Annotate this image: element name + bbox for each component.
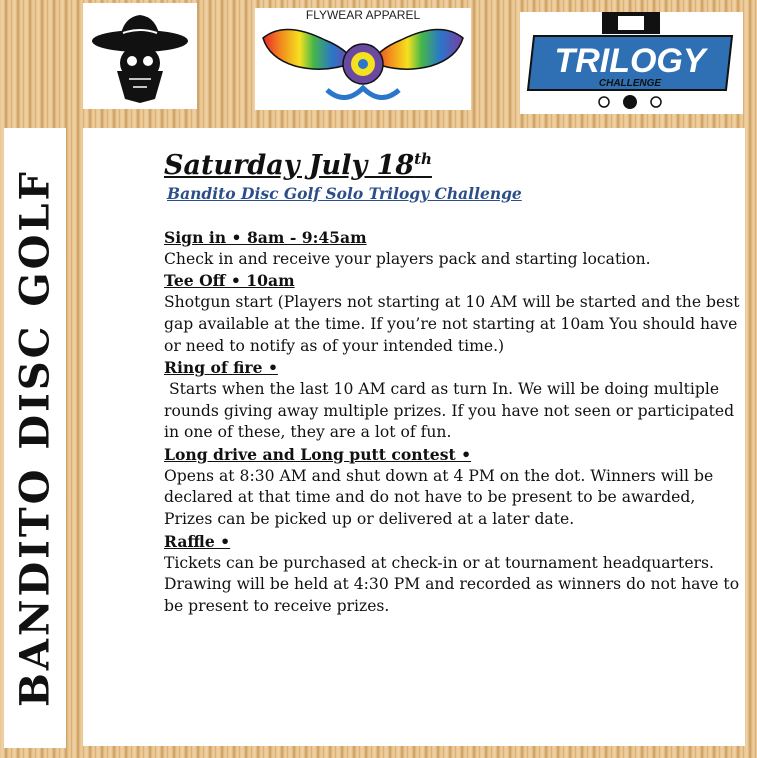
section-body-raffle: Tickets can be purchased at check-in or at tournament headquarters. Drawing will be held at 4:30 PM and recorded as winners do not have to be present to receive prizes. (164, 553, 740, 615)
section-heading-long-drive: Long drive and Long putt contest • (164, 445, 472, 465)
event-subtitle: Bandito Disc Golf Solo Trilogy Challenge (167, 184, 522, 203)
section-body-long-drive: Opens at 8:30 AM and shut down at 4 PM on the dot. Winners will be declared at that time and do not have to be present to be awarded, Prizes can be picked up or delivered at a later date. (164, 466, 714, 529)
winged-disc-icon (255, 18, 471, 110)
event-title (164, 142, 744, 183)
bandit-skull-logo (83, 3, 197, 109)
sombrero-skull-icon (83, 3, 197, 109)
flywear-brand-text: FLYWEAR APPAREL (305, 8, 421, 22)
section-heading-ring-of-fire: Ring of fire • (164, 358, 278, 378)
flywear-apparel-logo (255, 8, 471, 110)
section-heading-raffle: Raffle • (164, 531, 231, 551)
section-heading-sign-in: Sign in • 8am - 9:45am (164, 228, 367, 247)
event-title-text: Saturday July 18 (164, 150, 415, 181)
side-banner-text: BANDITO DISC GOLF (11, 169, 59, 707)
section-heading-tee-off: Tee Off • 10am (164, 271, 295, 291)
event-schedule-panel (83, 128, 745, 746)
event-title-suffix: th (414, 150, 432, 168)
trilogy-challenge-logo (520, 12, 743, 114)
side-banner (4, 128, 66, 748)
event-schedule-content (164, 142, 744, 618)
section-body-tee-off: Shotgun start (Players not starting at 10 AM will be started and the best gap available at the time. If you’re not starting at 10am You should have or need to notify as of your intended time.) (164, 293, 740, 355)
trilogy-tc-icon (520, 12, 743, 114)
trilogy-sub: CHALLENGE (598, 78, 662, 89)
trilogy-word: TRILOGY (554, 42, 706, 80)
section-body-ring-of-fire: Starts when the last 10 AM card as turn In. We will be doing multiple rounds giving away multiple prizes. If you have not seen or participated in one of these, they are a lot of fun. (164, 379, 740, 442)
section-body-sign-in: Check in and receive your players pack and starting location. (164, 249, 651, 268)
